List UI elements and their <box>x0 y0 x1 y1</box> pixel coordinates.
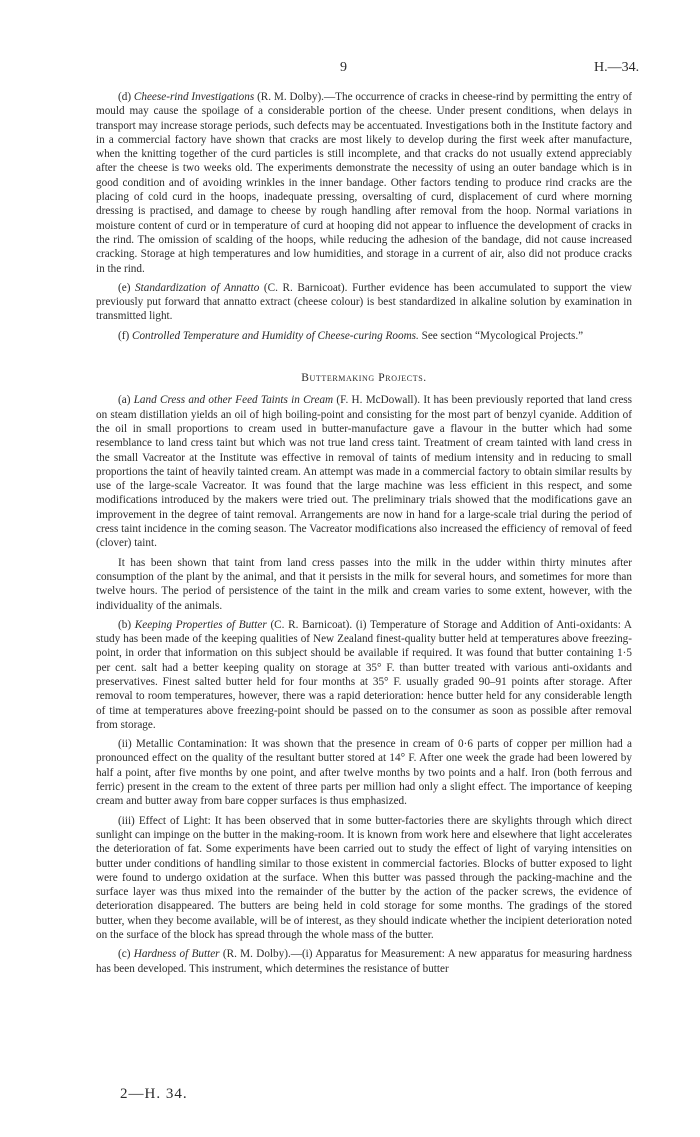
paragraph-land-cress-cont: It has been shown that taint from land cress passes into the milk in the udder within thirty minutes after consumption of the plant by the animal, and that it persists in the milk for several hours, and sometimes for more than twelve hours. The period of persistence of the taint in the milk and cream varies to some extent, however, with the individuality of the animals. <box>96 556 632 612</box>
paragraph-title: Hardness of Butter <box>133 948 220 961</box>
paragraph-effect-of-light: (iii) Effect of Light: It has been observed that in some butter-factories there are skylights through which direct sunlight can impinge on the butter in the making-room. It is known from work here and elsewhere that light accelerates the deterioration of fat. Some experiments have been carried out to study the effect of light of varying intensities on butter under conditions of handling similar to those existent in commercial factories. Blocks of butter exposed to light were found to undergo oxidation at the surface. When this butter was passed through the packing-machine and the surface layer was thus mixed into the remainder of the butter by the action of the packer screws, the evidence of deterioration disappeared. The butters are being held in cold storage for some months. The gradings of the stored butter, when they become available, will be of interest, as they should indicate whether the incipient deterioration noted on the surface of the block has spread through the whole mass of the butter. <box>96 814 632 942</box>
paragraph-cheese-rind: (d) Cheese-rind Investigations (R. M. Dolby).—The occurrence of cracks in cheese-rind by permitting the entry of mould may cause the spoilage of a considerable portion of the cheese. Under present conditions, when delays in transport may increase storage periods, such defects may be accentuated. Investigations both in the Institute factory and in a commercial factory have shown that cracks are most likely to develop during the first week after manufacture, when the knitting together of the curd particles is still incomplete, and that cracks do not usually extend appreciably after the cheese is two weeks old. The experiments demonstrate the necessity of using an outer bandage which is in good condition and of avoiding wrinkles in the inner bandage. Other factors tending to produce rind cracks are the placing of cold curd in the hoops, inadequate pressing, oversalting of curd, displacement of curd where morning dressing is practised, and damage to cheese by rough handling after removal from the hoop. Normal variations in moisture content of curd or in temperature of curd at hooping did not appear to influence the development of cracks in the rind. The omission of scalding of the hoops, while reducing the adhesion of the bandage, did not cause increased cracking. Storage at high temperatures and low humidities, and storage in a current of air, also did not produce cracks in the rind. <box>96 91 633 275</box>
document-body <box>96 90 632 981</box>
paragraph-title: Controlled Temperature and Humidity of Cheese-curing Rooms. <box>131 329 419 342</box>
section-heading: Buttermaking Projects. <box>301 372 427 385</box>
page-header <box>0 60 700 80</box>
page-number: 9 <box>340 60 347 75</box>
report-id: H.—34. <box>594 60 640 75</box>
paragraph-metallic-contamination: (ii) Metallic Contamination: It was shown that the presence in cream of 0·6 parts of copper per million had a pronounced effect on the quality of the resultant butter stored at 14° F. After one week the grade had been lowered by half a point, after five months by one point, and after twelve months by two points and a half. Iron (both ferrous and ferric) present in the cream to the extent of three parts per million had only a slight effect. The importance of keeping cream and butter away from bare copper surfaces is thus emphasized. <box>96 738 632 808</box>
paragraph-annatto: (e) Standardization of Annatto (C. R. Barnicoat). Further evidence has been accumulated to support the view previously put forward that annatto extract (cheese colour) is best standardized in alkaline solution by examination in transmitted light. <box>96 281 632 323</box>
paragraph-title: Standardization of Annatto <box>135 281 260 294</box>
paragraph-land-cress: (a) Land Cress and other Feed Taints in Cream (F. H. McDowall). It has been previously reported that land cress on steam distillation yields an oil of high boiling-point and consisting for the most part of benzyl cyanide. Addition of the oil in small proportions to cream used in butter-manufacture gave a flavour in the butter which had some resemblance to land cress taint but which was not true land cress taint. Treatment of cream tainted with land cress in the small Vacreator at the Institute was effective in removal of taints of medium intensity and in reducing to small proportions the taint of heavily tainted cream. An attempt was made in a commercial factory to obtain similar results by use of the large-scale Vacreator. It was found that the large machine was less efficient in this respect, and some modifications introduced by the makers were tried out. The preliminary trials showed that the modifications gave an improvement in the degree of taint removal. Arrangements are now in hand for a large-scale trial during the period of cress taint incidence in the coming season. The Vacreator modifications also increased the efficiency of removal of feed (clover) taint. <box>96 394 633 550</box>
signature-mark: 2—H. 34. <box>120 1086 188 1102</box>
paragraph-title: Keeping Properties of Butter <box>134 618 267 631</box>
paragraph-curing-rooms: (f) Controlled Temperature and Humidity of Cheese-curing Rooms. See section “Mycological Projects.” <box>118 329 584 342</box>
paragraph-keeping-properties: (b) Keeping Properties of Butter (C. R. Barnicoat). (i) Temperature of Storage and Addition of Anti-oxidants: A study has been made of the keeping qualities of New Zealand finest-quality butter held at temperatures above freezing-point, in order that information on this subject should be available if required. It was found that butter containing 1·5 per cent. salt had a better keeping quality on storage at 35° F. than butter treated with various anti-oxidants and preservatives. Finest salted butter held for four months at 35° F. usually graded 90–91 points after storage. After removal to room temperatures, however, there was a rapid deterioration: hence butter held for any considerable length of time at temperatures above freezing-point should be passed on to the consumer as soon as possible after removal from storage. <box>96 618 633 731</box>
paragraph-title: Land Cress and other Feed Taints in Cream <box>133 394 334 407</box>
paragraph-title: Cheese-rind Investigations <box>133 91 255 103</box>
paragraph-hardness: (c) Hardness of Butter (R. M. Dolby).—(i) Apparatus for Measurement: A new apparatus for measuring hardness has been developed. This instrument, which determines the resistance of butter <box>96 948 632 975</box>
